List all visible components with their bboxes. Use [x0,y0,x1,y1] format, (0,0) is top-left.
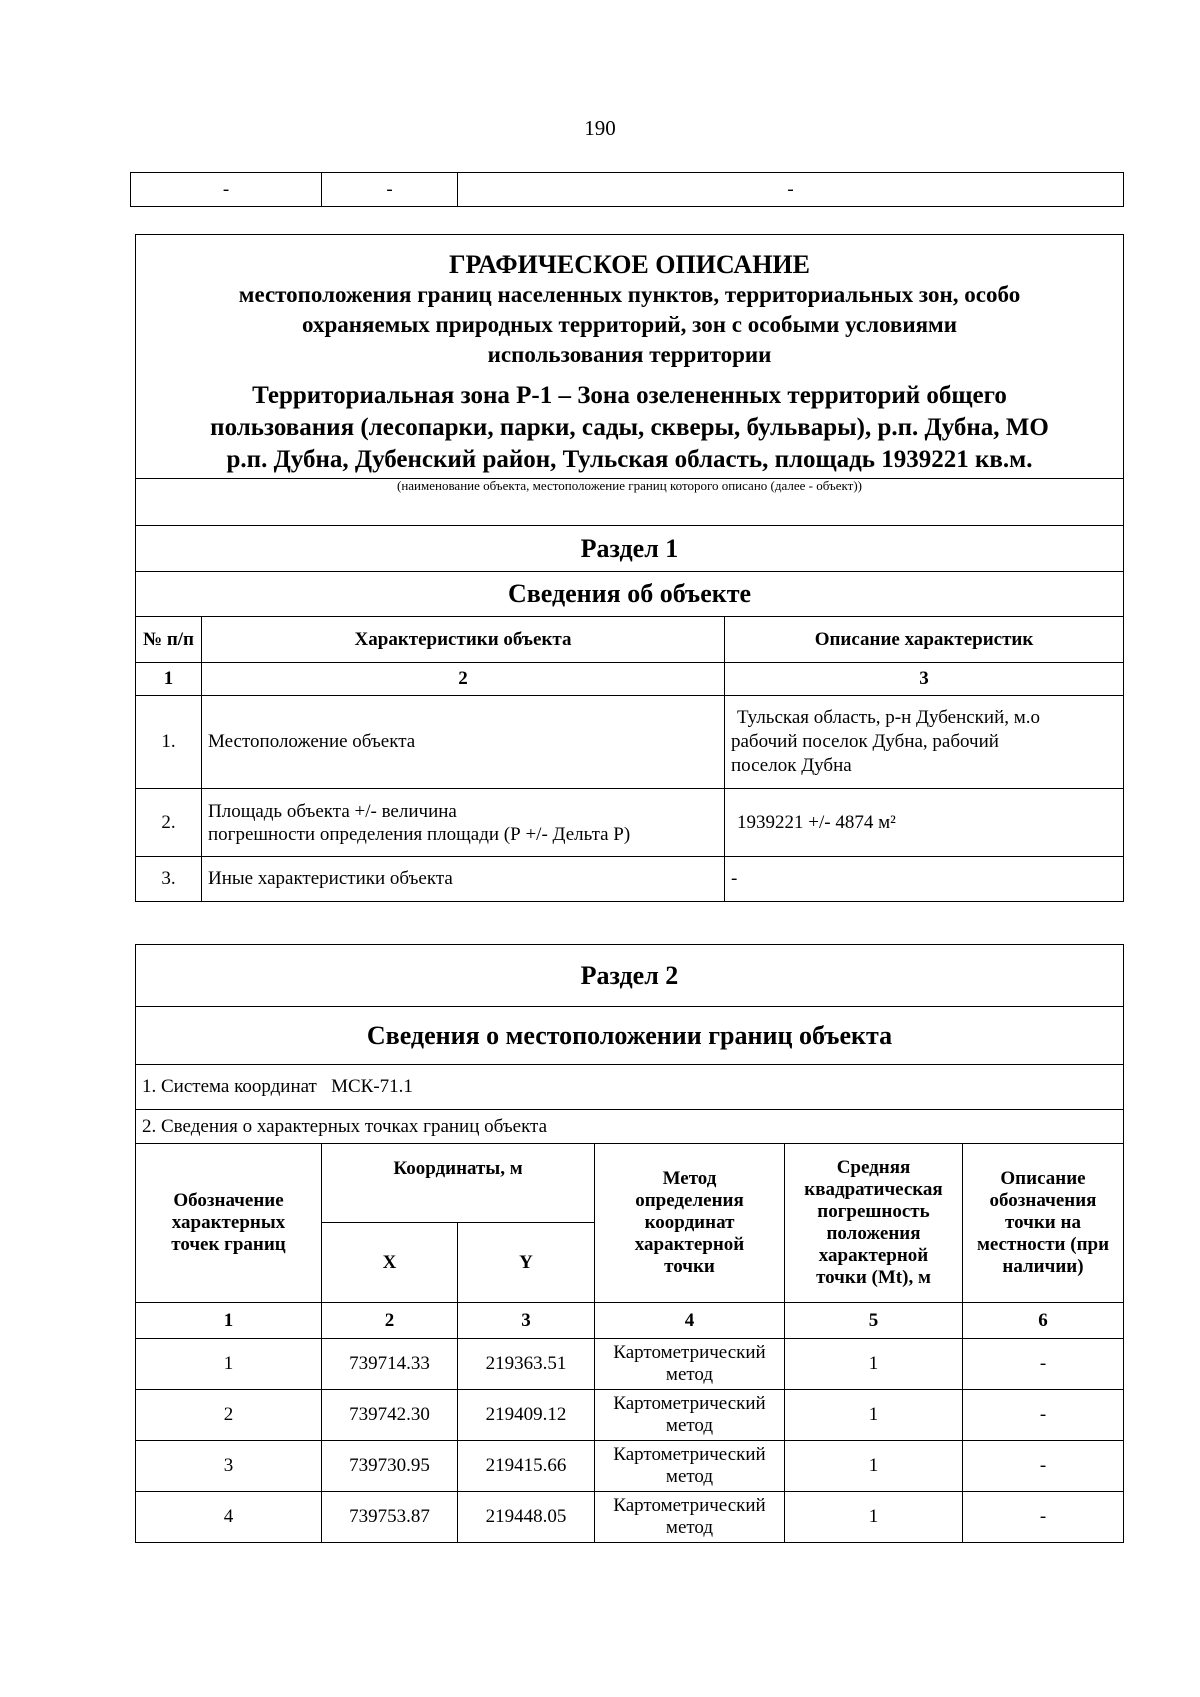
row-value: - [725,857,1124,902]
point-desc: - [963,1339,1124,1390]
continuation-row-table [130,172,1124,207]
object-line-3: р.п. Дубна, Дубенский район, Тульская область, площадь 1939221 кв.м. [226,446,1033,473]
col-number-4: 4 [595,1303,785,1339]
document-title: ГРАФИЧЕСКОЕ ОПИСАНИЕ [449,250,810,279]
value-line: Тульская область, р-н Дубенский, м.о [737,707,1041,728]
header-line: местности (при [976,1234,1110,1255]
coordinate-system: 1. Система координат МСК-71.1 [136,1065,1124,1110]
point-mt: 1 [785,1441,963,1492]
row-number: 1. [136,696,202,789]
point-mt: 1 [785,1390,963,1441]
object-line-1: Территориальная зона Р-1 – Зона озелененных территорий общего [252,382,1007,409]
row-characteristic [202,789,725,857]
table-row [136,1492,1124,1543]
row-value [725,696,1124,789]
header-line: положения [826,1223,921,1244]
header-line: Метод [662,1168,717,1189]
col-number-6: 6 [963,1303,1124,1339]
point-y: 219409.12 [458,1390,595,1441]
method-line: Картометрический [613,1393,766,1414]
page-number: 190 [584,116,616,140]
table-row [136,1390,1124,1441]
col-number-3: 3 [458,1303,595,1339]
header-line: погрешность [817,1201,930,1222]
col-header-coordinates: Координаты, м [322,1144,595,1223]
top-cell-3: - [458,173,1124,207]
header-line: обозначения [989,1190,1097,1211]
point-method [595,1390,785,1441]
point-x: 739714.33 [322,1339,458,1390]
point-id: 2 [136,1390,322,1441]
point-method [595,1492,785,1543]
point-id: 4 [136,1492,322,1543]
characteristic-line: Площадь объекта +/- величина [208,800,457,822]
header-line: точки на [1005,1212,1081,1233]
col-header-point [136,1144,322,1303]
row-value: 1939221 +/- 4874 м² [725,789,1124,857]
col-number-2: 2 [322,1303,458,1339]
col-header-num: № п/п [136,617,202,663]
method-line: Картометрический [613,1342,766,1363]
object-caption: (наименование объекта, местоположение границ которого описано (далее - объект)) [136,479,1124,526]
col-number-1: 1 [136,663,202,696]
header-line: точек границ [171,1234,286,1255]
section2-subtitle: Сведения о местоположении границ объекта [136,1007,1124,1065]
point-id: 1 [136,1339,322,1390]
point-desc: - [963,1441,1124,1492]
table-row [136,1441,1124,1492]
point-mt: 1 [785,1492,963,1543]
header-line: характерной [634,1234,745,1255]
header-line: наличии) [1002,1256,1084,1277]
subtitle-line-2: охраняемых природных территорий, зон с особыми условиями [302,312,957,337]
table-row [136,696,1124,789]
points-caption: 2. Сведения о характерных точках границ объекта [136,1110,1124,1144]
method-line: метод [665,1466,714,1487]
header-line: Описание [1000,1168,1086,1189]
section2-title: Раздел 2 [136,945,1124,1007]
row-characteristic: Местоположение объекта [202,696,725,789]
col-header-x: X [322,1223,458,1303]
value-line: поселок Дубна [731,755,852,776]
point-mt: 1 [785,1339,963,1390]
point-x: 739730.95 [322,1441,458,1492]
top-cell-1: - [131,173,322,207]
method-line: Картометрический [613,1495,766,1516]
row-number: 3. [136,857,202,902]
header-line: определения [635,1190,744,1211]
header-line: Средняя [836,1157,911,1178]
point-method [595,1441,785,1492]
point-x: 739742.30 [322,1390,458,1441]
row-number: 2. [136,789,202,857]
header-line: характерных [171,1212,286,1233]
point-desc: - [963,1390,1124,1441]
value-line: рабочий поселок Дубна, рабочий [731,731,999,752]
col-number-2: 2 [202,663,725,696]
method-line: метод [665,1517,714,1538]
point-id: 3 [136,1441,322,1492]
characteristic-line: погрешности определения площади (Р +/- Дельта Р) [208,823,631,845]
point-desc: - [963,1492,1124,1543]
method-line: метод [665,1415,714,1436]
object-line-2: пользования (лесопарки, парки, сады, скверы, бульвары), р.п. Дубна, МО [210,414,1049,441]
row-characteristic: Иные характеристики объекта [202,857,725,902]
col-number-3: 3 [725,663,1124,696]
col-number-1: 1 [136,1303,322,1339]
point-method [595,1339,785,1390]
subtitle-line-1: местоположения границ населенных пунктов, территориальных зон, особо [238,282,1021,307]
col-header-description [963,1144,1124,1303]
method-line: метод [665,1364,714,1385]
header-line: точки (Mt), м [816,1267,931,1288]
section2-table [135,944,1124,1543]
section1-title: Раздел 1 [136,526,1124,572]
method-line: Картометрический [613,1444,766,1465]
col-header-description: Описание характеристик [725,617,1124,663]
top-cell-2: - [322,173,458,207]
point-y: 219415.66 [458,1441,595,1492]
header-line: характерной [818,1245,929,1266]
table-row [136,857,1124,902]
header-line: координат [644,1212,735,1233]
header-line: точки [664,1256,715,1277]
section1-table [135,234,1124,902]
col-header-method [595,1144,785,1303]
col-number-5: 5 [785,1303,963,1339]
col-header-characteristic: Характеристики объекта [202,617,725,663]
col-header-y: Y [458,1223,595,1303]
subtitle-line-3: использования территории [487,342,772,367]
header-line: квадратическая [804,1179,943,1200]
table-row [136,789,1124,857]
header-line: Обозначение [173,1190,284,1211]
table-row [136,1339,1124,1390]
document-header [136,235,1124,479]
section1-subtitle: Сведения об объекте [136,572,1124,617]
point-y: 219448.05 [458,1492,595,1543]
point-x: 739753.87 [322,1492,458,1543]
point-y: 219363.51 [458,1339,595,1390]
col-header-error [785,1144,963,1303]
